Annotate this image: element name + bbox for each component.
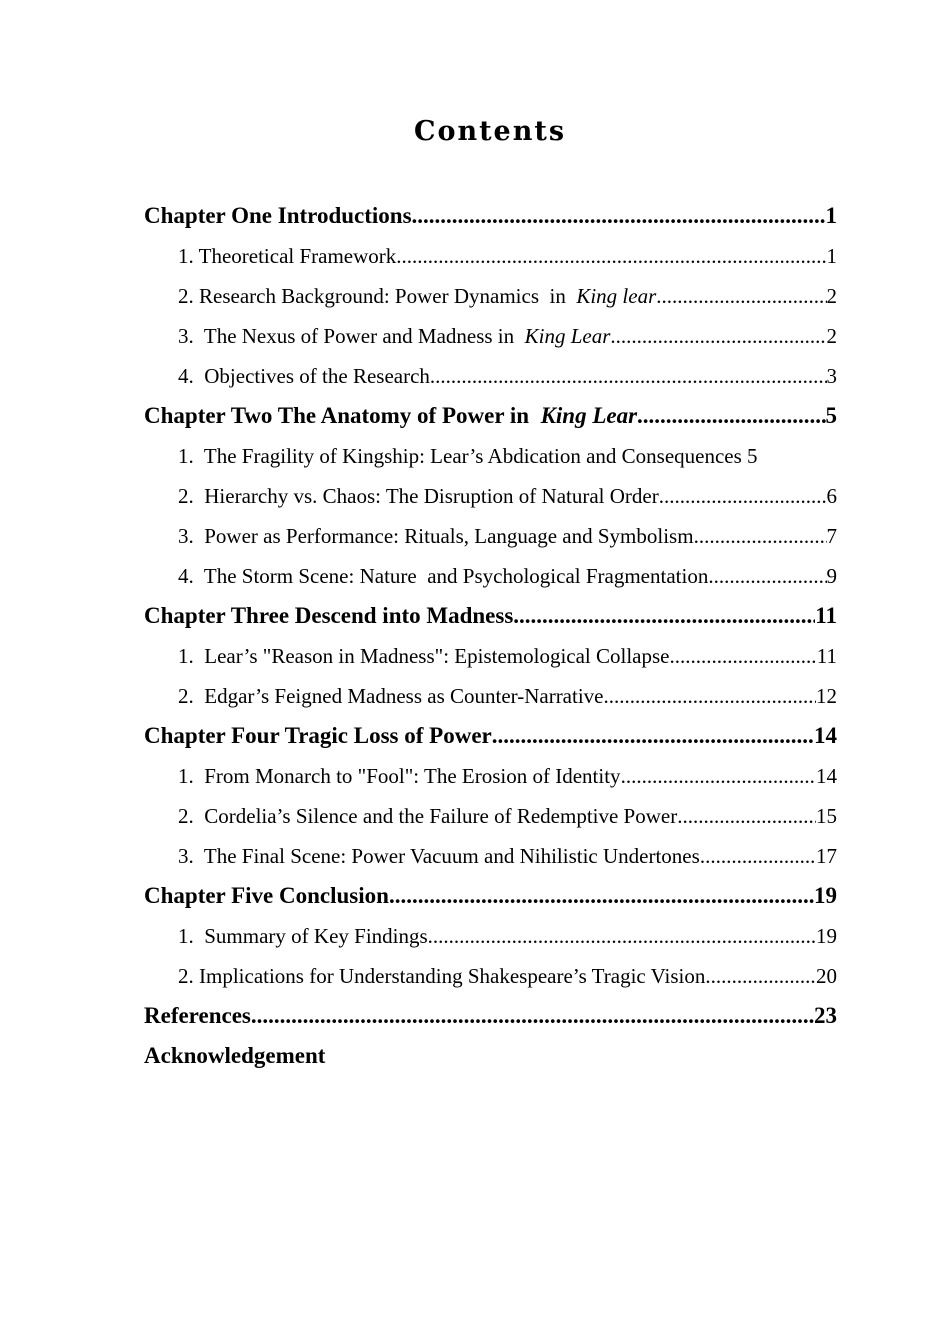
toc-chapter-entry[interactable] (144, 196, 837, 236)
dot-leader (694, 516, 827, 556)
toc-entry-title-text: 4. The Storm Scene: Nature and Psychological Fragmentation (178, 564, 709, 588)
toc-page-number: 19 (816, 924, 837, 948)
toc-entry-title-text: 4. Objectives of the Research (178, 364, 430, 388)
dot-leader (428, 916, 816, 956)
toc-entry-title-italic: King Lear (540, 403, 638, 428)
toc-page-number: 5 (825, 403, 837, 428)
toc-entry-title-text: 3. The Final Scene: Power Vacuum and Nihilistic Undertones (178, 844, 700, 868)
toc-entry-title (178, 236, 396, 276)
toc-entry-title (178, 436, 747, 476)
dot-leader (389, 876, 814, 916)
toc-entry-title-text: 2. Implications for Understanding Shakespeare’s Tragic Vision (178, 964, 706, 988)
dot-leader (610, 316, 826, 356)
toc-section-entry[interactable] (144, 796, 837, 836)
toc-section-entry[interactable] (144, 436, 837, 476)
toc-entry-title-text: 2. Edgar’s Feigned Madness as Counter-Narrative (178, 684, 604, 708)
toc-entry-title (144, 196, 412, 236)
toc-page-number: 15 (816, 804, 837, 828)
toc-entry-title (178, 916, 428, 956)
toc-page-number: 19 (814, 883, 837, 908)
toc-page-number: 7 (826, 524, 837, 548)
toc-chapter-entry[interactable] (144, 596, 837, 636)
page-title: Contents (413, 116, 567, 147)
toc-entry-title-text: 1. Lear’s "Reason in Madness": Epistemological Collapse (178, 644, 670, 668)
toc-section-entry[interactable] (144, 756, 837, 796)
toc-section-entry[interactable] (144, 236, 837, 276)
dot-leader (621, 756, 816, 796)
toc-entry-title (178, 316, 610, 356)
toc-section-entry[interactable] (144, 516, 837, 556)
toc-entry-title-text: Chapter Four Tragic Loss of Power (144, 723, 492, 748)
toc-entry-title-text: 3. The Nexus of Power and Madness in (178, 324, 525, 348)
toc-entry-title (144, 876, 389, 916)
toc-entry-title (178, 756, 621, 796)
toc-entry-title (178, 796, 677, 836)
toc-section-entry[interactable] (144, 676, 837, 716)
toc-chapter-entry[interactable] (144, 1036, 837, 1076)
toc-section-entry[interactable] (144, 916, 837, 956)
toc-page-number: 14 (814, 723, 837, 748)
toc-section-entry[interactable] (144, 356, 837, 396)
toc-entry-title-text: Chapter Two The Anatomy of Power in (144, 403, 541, 428)
toc-entry-title (178, 676, 604, 716)
dot-leader (637, 396, 825, 436)
toc-entry-title-italic: King Lear (524, 324, 611, 348)
toc-chapter-entry[interactable] (144, 876, 837, 916)
toc-entry-title (178, 356, 430, 396)
toc-page-number: 14 (816, 764, 837, 788)
toc-chapter-entry[interactable] (144, 716, 837, 756)
dot-leader (251, 996, 814, 1036)
toc-page-number: 12 (816, 684, 837, 708)
toc-page-number: 17 (816, 844, 837, 868)
dot-leader (708, 556, 826, 596)
table-of-contents (144, 196, 837, 1076)
toc-page-number: 1 (826, 244, 837, 268)
toc-entry-title-text: Chapter Five Conclusion (144, 883, 389, 908)
dot-leader (492, 716, 814, 756)
dot-leader (677, 796, 816, 836)
dot-leader (513, 596, 815, 636)
dot-leader (659, 476, 827, 516)
toc-section-entry[interactable] (144, 276, 837, 316)
toc-page-number: 2 (826, 284, 837, 308)
toc-entry-title (178, 556, 708, 596)
dot-leader (604, 676, 817, 716)
toc-entry-title-text: Acknowledgement (144, 1043, 326, 1068)
toc-entry-title (144, 716, 492, 756)
toc-entry-title (178, 516, 694, 556)
toc-section-entry[interactable] (144, 556, 837, 596)
toc-page-number: 6 (826, 484, 837, 508)
toc-section-entry[interactable] (144, 316, 837, 356)
toc-page-number: 1 (825, 203, 837, 228)
dot-leader (412, 196, 826, 236)
toc-entry-title (144, 596, 513, 636)
dot-leader (670, 636, 817, 676)
toc-entry-title (144, 1036, 325, 1076)
toc-entry-title (144, 996, 251, 1036)
toc-entry-title-text: References (144, 1003, 251, 1028)
dot-leader (656, 276, 826, 316)
dot-leader (700, 836, 816, 876)
toc-page-number: 3 (826, 364, 837, 388)
toc-page-number: 20 (816, 964, 837, 988)
toc-section-entry[interactable] (144, 836, 837, 876)
toc-chapter-entry[interactable] (144, 396, 837, 436)
toc-entry-title-text: 1. From Monarch to "Fool": The Erosion of Identity (178, 764, 621, 788)
toc-entry-title (178, 636, 670, 676)
toc-entry-title-text: 1. Summary of Key Findings (178, 924, 428, 948)
toc-entry-title-text: 1. Theoretical Framework (178, 244, 397, 268)
toc-entry-title-text: 2. Research Background: Power Dynamics in (178, 284, 577, 308)
toc-entry-title (178, 836, 700, 876)
toc-entry-title (178, 476, 659, 516)
toc-entry-title (178, 956, 705, 996)
toc-page-number: 9 (826, 564, 837, 588)
toc-entry-title-text: Chapter Three Descend into Madness (144, 603, 514, 628)
toc-entry-title-text: 3. Power as Performance: Rituals, Language and Symbolism (178, 524, 694, 548)
toc-page-number: 11 (815, 603, 837, 628)
dot-leader (705, 956, 816, 996)
toc-page-number: 5 (747, 444, 758, 468)
toc-page-number: 2 (826, 324, 837, 348)
toc-section-entry[interactable] (144, 956, 837, 996)
toc-entry-title-italic: King lear (576, 284, 657, 308)
toc-entry-title-text: 2. Cordelia’s Silence and the Failure of Redemptive Power (178, 804, 678, 828)
toc-section-entry[interactable] (144, 476, 837, 516)
toc-chapter-entry[interactable] (144, 996, 837, 1036)
dot-leader (430, 356, 827, 396)
toc-entry-title-text: 1. The Fragility of Kingship: Lear’s Abdication and Consequences (178, 444, 748, 468)
toc-entry-title (144, 396, 637, 436)
dot-leader (396, 236, 826, 276)
toc-entry-title-text: 2. Hierarchy vs. Chaos: The Disruption of Natural Order (178, 484, 659, 508)
toc-page-number: 23 (814, 1003, 837, 1028)
toc-entry-title-text: Chapter One Introductions (144, 203, 412, 228)
toc-entry-title (178, 276, 656, 316)
toc-page-number: 11 (816, 644, 837, 668)
toc-section-entry[interactable] (144, 636, 837, 676)
